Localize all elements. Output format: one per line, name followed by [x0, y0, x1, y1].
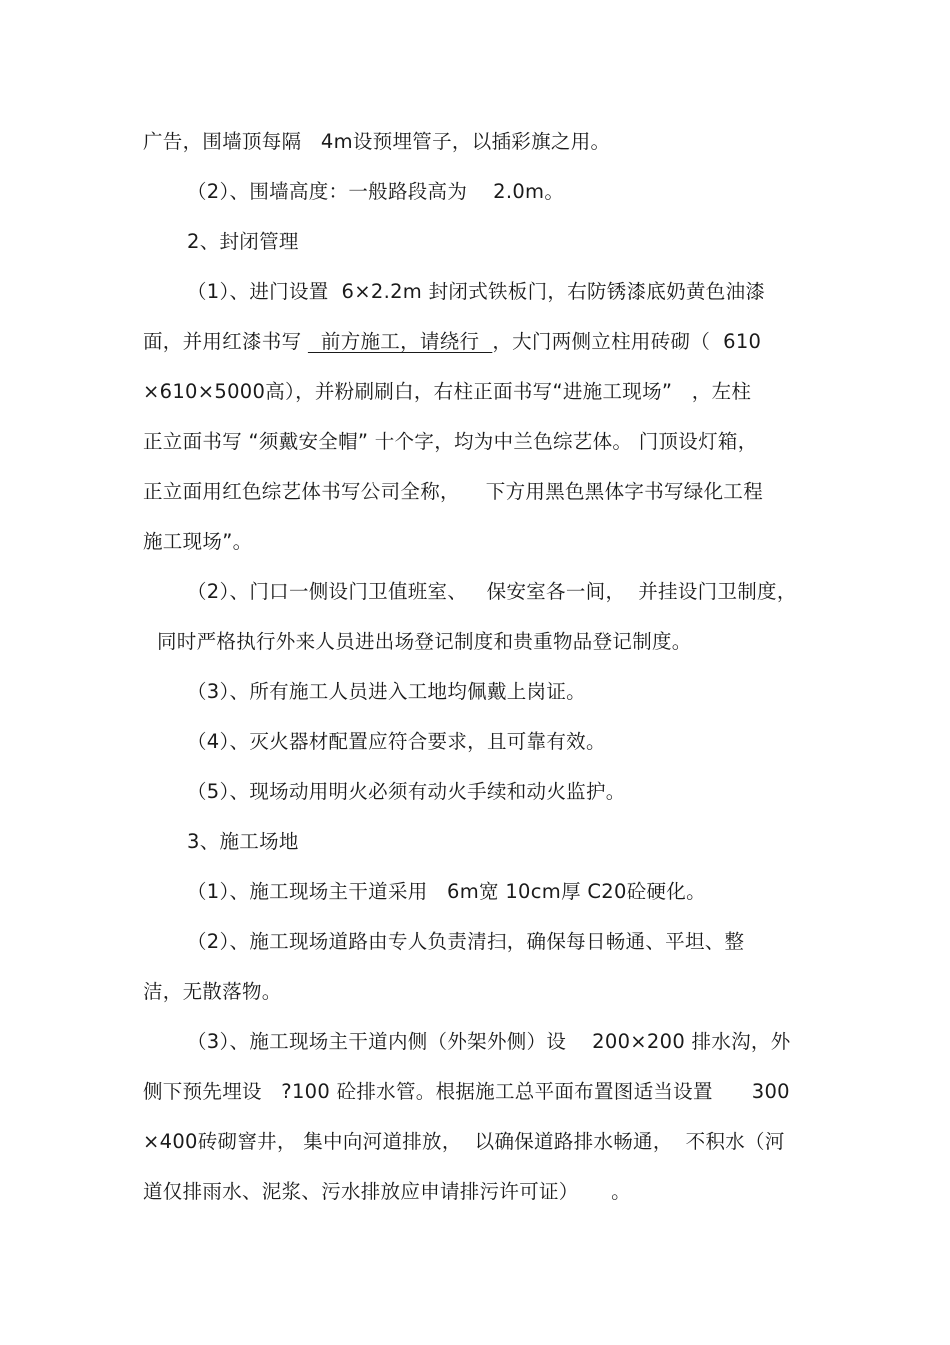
- text-line-13: （4）、灭火器材配置应符合要求，且可靠有效。: [187, 730, 606, 753]
- text-line-18: 洁，无散落物。: [143, 980, 282, 1003]
- text-line-12: （3）、所有施工人员进入工地均佩戴上岗证。: [187, 680, 586, 703]
- text-line-22: 道仅排雨水、泥浆、污水排放应申请排污许可证） 。: [143, 1180, 631, 1203]
- text-line-7: 正立面书写 “须戴安全帽” 十个字，均为中兰色综艺体。 门顶设灯箱，: [143, 430, 758, 453]
- text-line-10: （2）、门口一侧设门卫值班室、 保安室各一间， 并挂设门卫制度，: [187, 580, 797, 603]
- text-line-5: [143, 329, 761, 355]
- text-line-5-pre: 面，并用红漆书写: [143, 330, 308, 353]
- text-line-4: （1）、进门设置 6×2.2m 封闭式铁板门，右防锈漆底奶黄色油漆: [187, 280, 766, 303]
- text-line-19: （3）、施工现场主干道内侧（外架外侧）设 200×200 排水沟，外: [187, 1030, 791, 1053]
- text-line-1: 广告，围墙顶每隔 4m设预埋管子，以插彩旗之用。: [143, 130, 611, 153]
- text-line-11: 同时严格执行外来人员进出场登记制度和贵重物品登记制度。: [157, 630, 692, 653]
- text-line-5-post: ，大门两侧立柱用砖砌（ 610: [492, 330, 762, 353]
- text-line-8: 正立面用红色综艺体书写公司全称， 下方用黑色黑体字书写绿化工程: [143, 480, 763, 503]
- section-heading-2: 2、封闭管理: [187, 230, 299, 253]
- text-line-20: 侧下预先埋设 ?100 砼排水管。根据施工总平面布置图适当设置 300: [143, 1080, 790, 1103]
- text-line-16: （1）、施工现场主干道采用 6m宽 10cm厚 C20砼硬化。: [187, 880, 706, 903]
- underlined-sign-text: 前方施工，请绕行: [307, 330, 493, 353]
- text-line-6: ×610×5000高），并粉刷刷白，右柱正面书写“进施工现场” ，左柱: [143, 380, 752, 403]
- text-line-9: 施工现场”。: [143, 530, 253, 553]
- text-line-17: （2）、施工现场道路由专人负责清扫，确保每日畅通、平坦、整: [187, 930, 745, 953]
- text-line-2: （2）、围墙高度：一般路段高为 2.0m。: [187, 180, 565, 203]
- text-line-14: （5）、现场动用明火必须有动火手续和动火监护。: [187, 780, 626, 803]
- section-heading-3: 3、施工场地: [187, 830, 299, 853]
- text-line-21: ×400砖砌窨井， 集中向河道排放， 以确保道路排水畅通， 不积水（河: [143, 1130, 785, 1153]
